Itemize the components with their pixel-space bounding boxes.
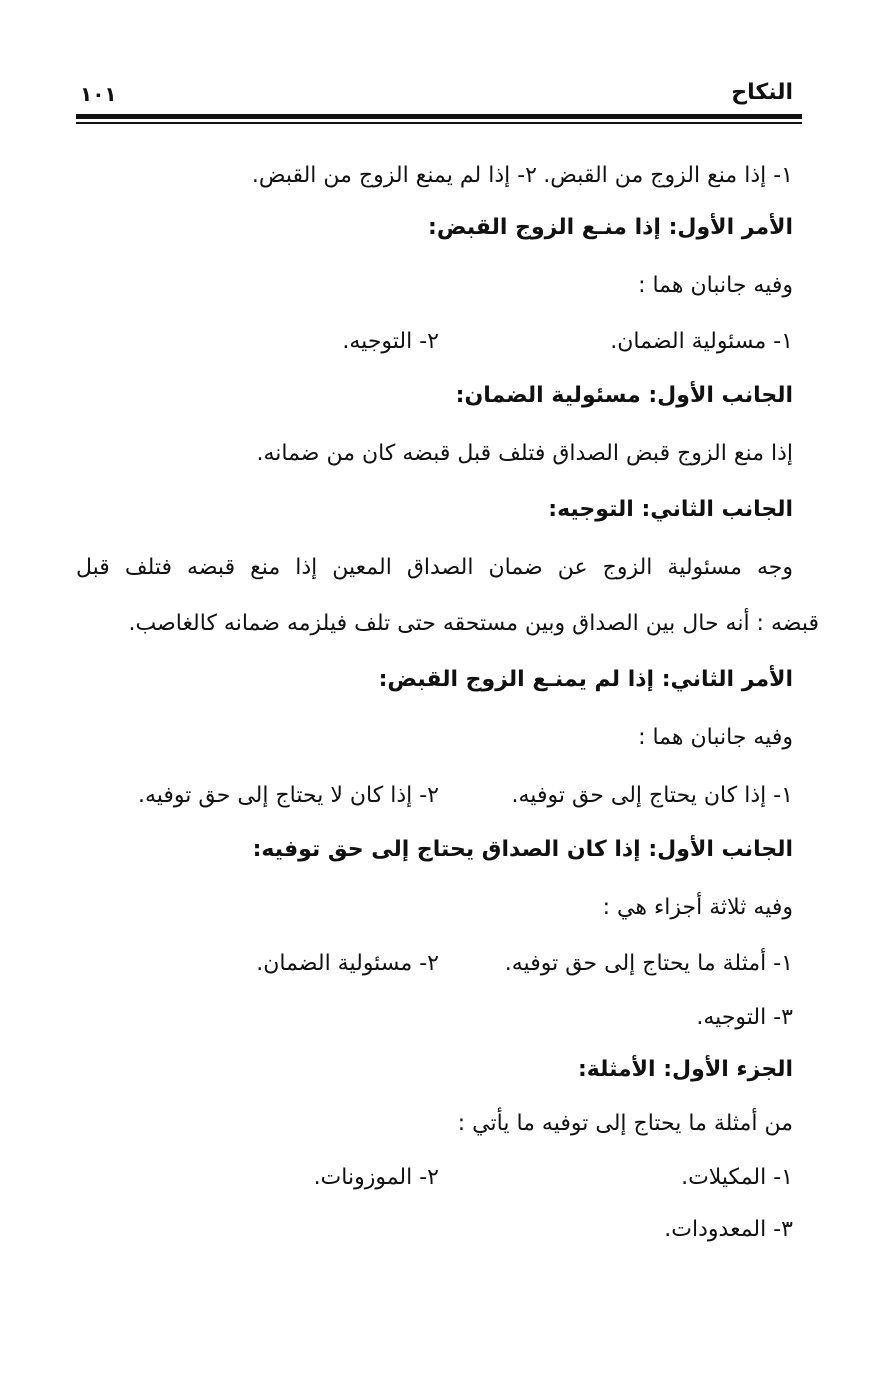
section-heading: الجزء الأول: الأمثلة: bbox=[577, 1057, 793, 1082]
list-item: ٢- الموزونات. bbox=[313, 1165, 439, 1190]
list-item: ٢- إذا كان لا يحتاج إلى حق توفيه. bbox=[137, 783, 439, 808]
list-item: ١- إذا منع الزوج من القبض. bbox=[543, 163, 793, 188]
list-item: ٢- مسئولية الضمان. bbox=[256, 951, 439, 976]
page-number: ١٠١ bbox=[80, 82, 117, 106]
paragraph: وفيه جانبان هما : bbox=[638, 725, 793, 750]
list-item: ٢- التوجيه. bbox=[342, 329, 439, 354]
paragraph: وفيه ثلاثة أجزاء هي : bbox=[602, 895, 793, 920]
list-item: ٢- إذا لم يمنع الزوج من القبض. bbox=[251, 163, 537, 188]
paragraph-line: وجه مسئولية الزوج عن ضمان الصداق المعين إذا منع قبضه فتلف قبل bbox=[76, 555, 793, 580]
header-rule-thin bbox=[76, 122, 802, 124]
list-item: ١- مسئولية الضمان. bbox=[610, 329, 793, 354]
paragraph: وفيه جانبان هما : bbox=[638, 273, 793, 298]
paragraph: إذا منع الزوج قبض الصداق فتلف قبل قبضه كان من ضمانه. bbox=[256, 441, 793, 466]
paragraph-line: قبضه : أنه حال بين الصداق وبين مستحقه حتى تلف فيلزمه ضمانه كالغاصب. bbox=[128, 611, 819, 636]
list-item: ٣- التوجيه. bbox=[696, 1005, 793, 1030]
section-heading: الجانب الثاني: التوجيه: bbox=[548, 497, 793, 522]
paragraph: من أمثلة ما يحتاج إلى توفيه ما يأتي : bbox=[457, 1111, 793, 1136]
list-item: ١- أمثلة ما يحتاج إلى حق توفيه. bbox=[504, 951, 793, 976]
list-item: ١- إذا كان يحتاج إلى حق توفيه. bbox=[511, 783, 793, 808]
list-item: ١- المكيلات. bbox=[681, 1165, 793, 1190]
running-header-title: النكاح bbox=[731, 80, 793, 105]
section-heading: الأمر الأول: إذا منـع الزوج القبض: bbox=[428, 215, 793, 240]
section-heading: الأمر الثاني: إذا لم يمنـع الزوج القبض: bbox=[378, 667, 793, 692]
header-rule-thick bbox=[76, 114, 802, 119]
section-heading: الجانب الأول: إذا كان الصداق يحتاج إلى حق توفيه: bbox=[252, 837, 793, 862]
section-heading: الجانب الأول: مسئولية الضمان: bbox=[455, 383, 793, 408]
list-item: ٣- المعدودات. bbox=[664, 1217, 793, 1242]
